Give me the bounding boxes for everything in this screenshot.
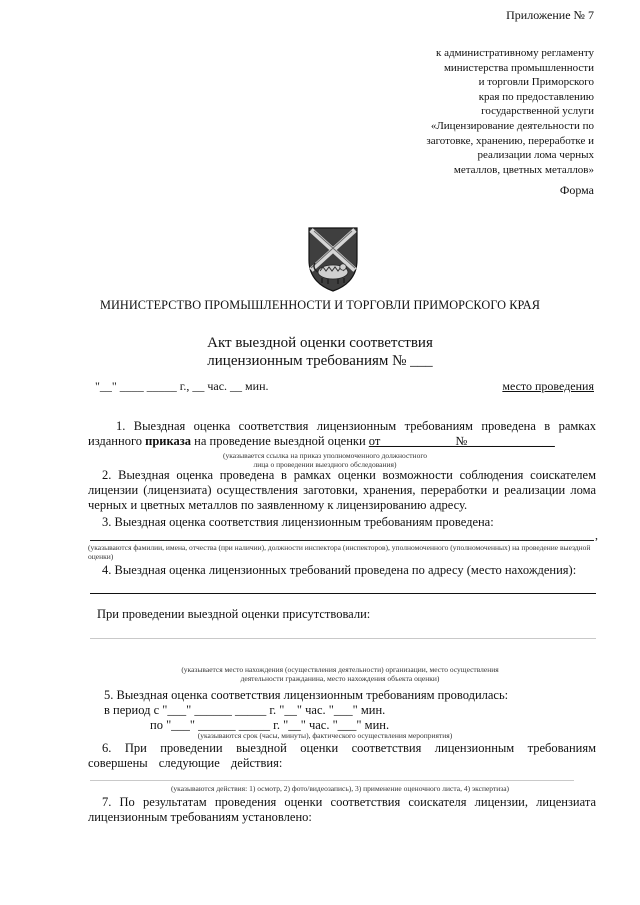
paragraph-3: 3. Выездная оценка соответствия лицензионным требованиям проведена: — [102, 515, 494, 529]
paragraph-6-note: (указываются действия: 1) осмотр, 2) фото/видеозапись), 3) применение оценочного листа, 4) экспертиза) — [170, 784, 510, 793]
paragraph-5: 5. Выездная оценка соответствия лицензионным требованиям проводилась: — [104, 688, 509, 702]
act-place: место проведения — [502, 379, 594, 393]
annex-number: Приложение № 7 — [506, 8, 594, 22]
paragraph-3-note: (указываются фамилии, имена, отчества (при наличии), должности инспектора (инспекторов), уполномоченного (уполномоченных) на проведение выездной оценки) — [88, 543, 591, 561]
title-line-1: Акт выездной оценки соответствия — [207, 335, 433, 351]
regulation-line: и торговли Приморского — [478, 76, 594, 89]
paragraph-7: 7. По результатам проведения оценки соответствия соискателя лицензии, лицензиата лицензионным требованиям установлено: — [88, 795, 596, 824]
regulation-line: реализации лома черных — [477, 149, 594, 162]
present-line — [90, 638, 596, 639]
present-note — [120, 665, 560, 683]
paragraph-5-note: (указываются срок (часы, минуты), фактического осуществления мероприятия) — [197, 731, 453, 740]
regulation-line: заготовке, хранению, переработке и — [426, 134, 594, 147]
note-line: лица о проведении выездного обследования) — [253, 460, 397, 469]
inspectors-line — [90, 540, 594, 541]
act-date-line: "__" ____ _____ г., __ час. __ мин. — [95, 379, 269, 393]
paragraph-3-comma: , — [595, 528, 598, 542]
regulation-line: министерства промышленности — [443, 61, 594, 74]
note-line: деятельности гражданина, место нахождения объекта оценки) — [240, 674, 440, 683]
period-to: по "___" ______ _____ г. "__" час. "___" мин. — [150, 718, 390, 732]
period-from: в период с "___" ______ _____ г. "__" час. "___" мин. — [104, 703, 386, 717]
regulation-reference — [364, 46, 594, 177]
paragraph-1-bold: приказа — [145, 434, 192, 448]
present-label: При проведении выездной оценки присутствовали: — [97, 607, 371, 621]
note-line: (указывается место нахождения (осуществления деятельности) организации, место осуществления — [181, 665, 499, 674]
actions-line — [90, 780, 574, 781]
paragraph-2: 2. Выездная оценка проведена в рамках оценки возможности соблюдения соискателем лицензии (лицензиата) осуществления заготовки, хранения, переработки и реализации лома черных и цветных металлов по заявленному к лицензированию адресу. — [88, 468, 596, 512]
regulation-line: края по предоставлению — [478, 90, 594, 103]
form-label: Форма — [559, 183, 594, 197]
address-line — [90, 593, 596, 594]
paragraph-1-text: 1. Выездная оценка соответствия лицензионным требованиям проведена в рамках изданного — [88, 419, 596, 448]
paragraph-1-text-end: на проведение выездной оценки — [191, 434, 369, 448]
regulation-line: к административному регламенту — [436, 47, 594, 59]
paragraph-6: 6. При проведении выездной оценки соответствия лицензионным требованиям совершены следующие действия: — [88, 741, 596, 770]
document-title — [0, 334, 640, 370]
paragraph-1 — [88, 419, 596, 449]
coat-of-arms-emblem — [305, 226, 361, 292]
note-line: (указывается ссылка на приказ уполномоченного должностного — [223, 451, 427, 460]
regulation-line: металлов, цветных металлов» — [453, 163, 594, 176]
paragraph-1-note — [190, 451, 460, 469]
paragraph-4: 4. Выездная оценка лицензионных требований проведена по адресу (место нахождения): — [102, 563, 577, 577]
ministry-name: МИНИСТЕРСТВО ПРОМЫШЛЕННОСТИ И ТОРГОВЛИ ПРИМОРСКОГО КРАЯ — [100, 298, 540, 312]
title-line-2: лицензионным требованиям № ___ — [207, 353, 433, 369]
order-reference-field: от____________№______________ — [368, 434, 555, 448]
regulation-line: государственной услуги — [481, 105, 594, 118]
regulation-line: «Лицензирование деятельности по — [430, 119, 594, 132]
